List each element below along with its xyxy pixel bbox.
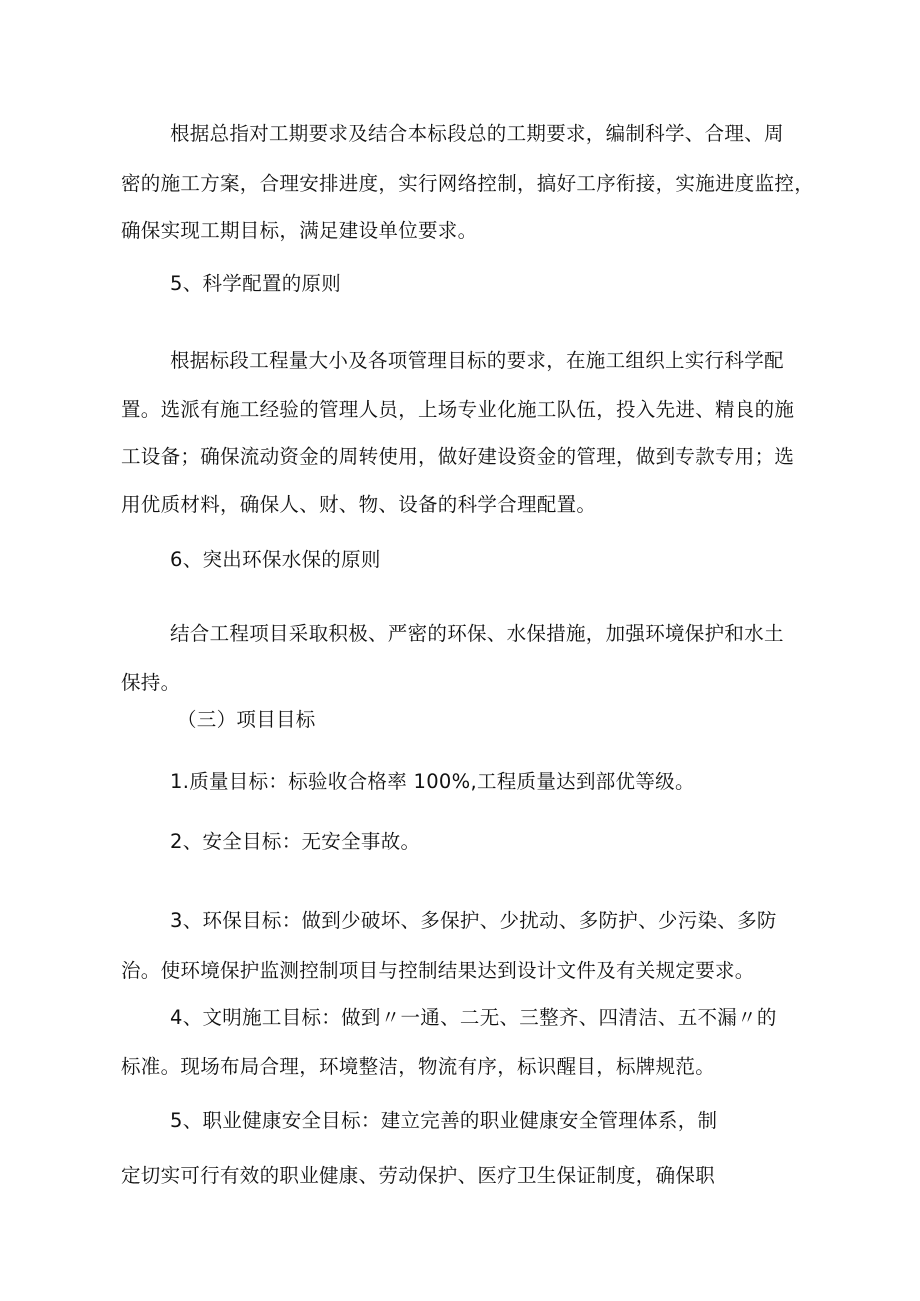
- quality-goal-line: 1.质量目标：标验收合格率 100%,工程质量达到部优等级。: [170, 770, 695, 793]
- environment-principle-line-1: 结合工程项目采取积极、严密的环保、水保措施，加强环境保护和水土: [170, 622, 784, 645]
- environment-principle-line-2: 保持。: [121, 671, 181, 694]
- civilized-construction-goal-line-1: 4、文明施工目标：做到〃一通、二无、三整齐、四清洁、五不漏〃的: [170, 1006, 777, 1029]
- environment-goal-line-2: 治。使环境保护监测控制项目与控制结果达到设计文件及有关规定要求。: [121, 959, 755, 982]
- schedule-principle-line-2: 密的施工方案，合理安排进度，实行网络控制，搞好工序衔接，实施进度监控，: [121, 172, 815, 195]
- occupational-health-goal-line-2: 定切实可行有效的职业健康、劳动保护、医疗卫生保证制度，确保职: [121, 1164, 716, 1187]
- section-heading-project-goals: （三）项目目标: [177, 708, 316, 731]
- schedule-principle-line-1: 根据总指对工期要求及结合本标段总的工期要求，编制科学、合理、周: [170, 122, 784, 145]
- occupational-health-goal-line-1: 5、职业健康安全目标：建立完善的职业健康安全管理体系，制: [170, 1109, 718, 1132]
- heading-environment-principle: 6、突出环保水保的原则: [170, 548, 381, 571]
- schedule-principle-line-3: 确保实现工期目标，满足建设单位要求。: [121, 219, 478, 242]
- allocation-principle-line-2: 置。选派有施工经验的管理人员，上场专业化施工队伍，投入先进、精良的施: [121, 398, 795, 421]
- civilized-construction-goal-line-2: 标准。现场布局合理，环境整洁，物流有序，标识醒目，标牌规范。: [121, 1055, 716, 1078]
- allocation-principle-line-3: 工设备；确保流动资金的周转使用，做好建设资金的管理，做到专款专用；选: [121, 445, 795, 468]
- heading-allocation-principle: 5、科学配置的原则: [170, 272, 342, 295]
- allocation-principle-line-4: 用优质材料，确保人、财、物、设备的科学合理配置。: [121, 493, 597, 516]
- environment-goal-line-1: 3、环保目标：做到少破坏、多保护、少扰动、多防护、少污染、多防: [170, 909, 777, 932]
- safety-goal-line: 2、安全目标：无安全事故。: [170, 830, 421, 853]
- allocation-principle-line-1: 根据标段工程量大小及各项管理目标的要求，在施工组织上实行科学配: [170, 349, 784, 372]
